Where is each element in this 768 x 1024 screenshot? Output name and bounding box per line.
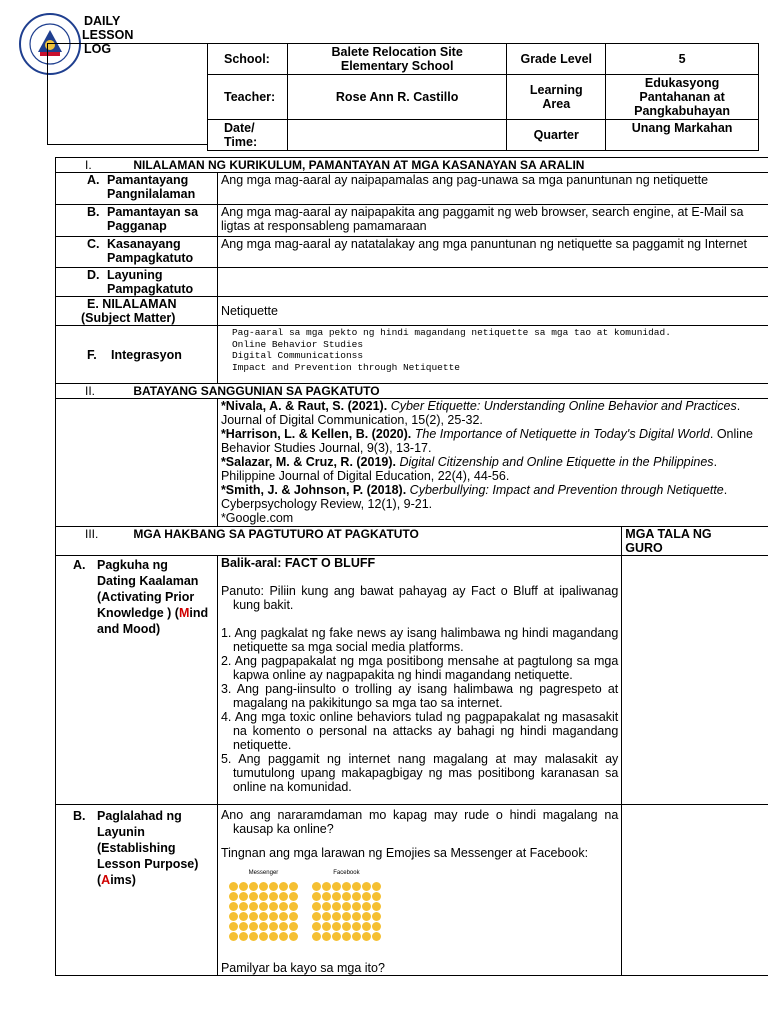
reference-author: *Harrison, L. & Kellen, B. (2020). — [220, 427, 412, 441]
step-label-text: Knowledge ) ( — [97, 606, 179, 620]
row-content — [217, 268, 768, 297]
reference-item — [221, 399, 768, 427]
emoji-set-label: Messenger — [248, 870, 279, 876]
reference-title: Cyber Etiquette: Understanding Online Behavior and Practices — [390, 399, 737, 413]
row-content: Netiquette — [217, 297, 768, 326]
emoji-face-icon — [239, 912, 248, 921]
step-label-text: ( — [97, 873, 102, 887]
reference-item — [221, 483, 768, 511]
emoji-face-icon — [259, 932, 268, 941]
emoji-face-icon — [239, 902, 248, 911]
step-label-text: ind — [189, 606, 209, 620]
teacher-value: Rose Ann R. Castillo — [287, 75, 506, 120]
emoji-face-icon — [332, 922, 341, 931]
emoji-face-icon — [332, 882, 341, 891]
emoji-face-icon — [229, 912, 238, 921]
emoji-face-icon — [249, 932, 258, 941]
emoji-face-icon — [249, 892, 258, 901]
emoji-face-icon — [352, 892, 361, 901]
area-label-line: Learning — [529, 83, 583, 97]
emoji-face-icon — [352, 922, 361, 931]
emoji-face-icon — [352, 882, 361, 891]
integrasyon-list — [217, 326, 768, 384]
reference-detail: . Online Behavior Studies Journal, 9(3), 13-17. — [220, 427, 753, 455]
step-b-row — [56, 805, 768, 976]
emoji-face-icon — [229, 922, 238, 931]
integrasyon-item: Online Behavior Studies — [231, 338, 364, 350]
emoji-face-icon — [289, 912, 298, 921]
area-line: Edukasyong — [644, 76, 720, 90]
area-value — [606, 75, 759, 120]
step-a-label — [56, 556, 218, 805]
step-b-label — [56, 805, 218, 976]
integrasyon-item: Digital Communicationss — [231, 350, 364, 361]
emoji-face-icon — [249, 912, 258, 921]
row-letter: E. — [87, 297, 99, 311]
emoji-face-icon — [362, 892, 371, 901]
row-label-line: Pamantayan sa — [107, 205, 199, 219]
activity-item: 3. Ang pang-iinsulto o trolling ay isang halimbawa ng pagrespeto at magalang na pakikitungo sa mga tao sa internet. — [220, 682, 619, 710]
emoji-face-icon — [342, 882, 351, 891]
reference-author: *Nivala, A. & Raut, S. (2021). — [220, 399, 388, 413]
date-label — [208, 120, 288, 151]
emoji-face-icon — [342, 912, 351, 921]
emoji-face-icon — [372, 922, 381, 931]
emoji-face-icon — [362, 902, 371, 911]
activity-item: 2. Ang pagpapakalat ng mga positibong mensahe at pagtulong sa mga kapwa online ay nagpapakita ng hindi magandang netiquette. — [220, 654, 619, 682]
grade-label: Grade Level — [507, 44, 606, 75]
step-label-line: and Mood) — [97, 622, 161, 636]
step-label-line: (Establishing — [97, 841, 176, 855]
reference-detail: . Philippine Journal of Digital Education, 22(4), 44-56. — [220, 455, 718, 483]
reference-title: The Importance of Netiquette in Today's Digital World — [414, 427, 710, 441]
emoji-face-icon — [312, 882, 321, 891]
step-label-line: Pagkuha ng — [97, 558, 168, 572]
reference-author: *Salazar, M. & Cruz, R. (2019). — [220, 455, 396, 469]
step-label-text: ims) — [110, 873, 136, 887]
emoji-face-icon — [229, 932, 238, 941]
step-a-row — [56, 556, 768, 805]
emoji-face-icon — [229, 882, 238, 891]
school-value — [287, 44, 506, 75]
row-label — [56, 297, 218, 326]
row-content: Ang mga mag-aaral ay natatalakay ang mga panuntunan ng netiquette sa paggamit ng Internet — [217, 237, 768, 268]
date-label-line: Date/ — [224, 121, 255, 135]
emoji-face-icon — [239, 882, 248, 891]
row-label-line: Pamantayang — [107, 173, 189, 187]
emoji-face-icon — [249, 902, 258, 911]
reference-item — [221, 427, 768, 455]
motivation-question: Ano ang nararamdaman mo kapag may rude o hindi magalang na kausap ka online? — [220, 808, 619, 836]
section-number: II. — [85, 384, 96, 398]
row-letter: A. — [87, 173, 100, 187]
emoji-face-icon — [372, 902, 381, 911]
emoji-face-icon — [249, 922, 258, 931]
header-outline — [47, 43, 207, 145]
reference-author: *Smith, J. & Johnson, P. (2018). — [220, 483, 407, 497]
emoji-face-icon — [269, 882, 278, 891]
step-a-notes — [622, 556, 768, 805]
emoji-face-icon — [289, 922, 298, 931]
row-letter: B. — [87, 205, 100, 219]
row-label-line: (Subject Matter) — [81, 311, 176, 325]
emoji-face-icon — [362, 932, 371, 941]
section-number: I. — [85, 158, 92, 172]
section-title: BATAYANG SANGGUNIAN SA PAGKATUTO — [133, 384, 380, 398]
reference-title: Cyberbullying: Impact and Prevention through Netiquette — [409, 483, 724, 497]
date-value — [287, 120, 506, 151]
emoji-face-icon — [269, 922, 278, 931]
row-letter: A. — [73, 558, 86, 572]
emoji-face-icon — [269, 912, 278, 921]
row-label — [56, 173, 218, 205]
integrasyon-item: Impact and Prevention through Netiquette — [231, 361, 460, 373]
step-label-line — [97, 605, 208, 621]
activity-item: 4. Ang mga toxic online behaviors tulad ng pagpapakalat ng masasakit na komento o personal na attacks ay bahagi ng hindi magandang netiquette. — [220, 710, 619, 752]
emoji-face-icon — [342, 902, 351, 911]
emoji-face-icon — [279, 912, 288, 921]
emoji-face-icon — [372, 912, 381, 921]
integrasyon-item: Pag-aaral sa mga pekto ng hindi magandang netiquette sa mga tao at komunidad. — [231, 327, 671, 338]
emoji-face-icon — [312, 932, 321, 941]
emoji-face-icon — [289, 932, 298, 941]
section-title: NILALAMAN NG KURIKULUM, PAMANTAYAN AT MGA KASANAYAN SA ARALIN — [133, 158, 585, 172]
emoji-set-label: Facebook — [333, 870, 360, 876]
date-label-line: Time: — [224, 135, 258, 149]
row-letter: C. — [87, 237, 100, 251]
reference-detail: . Cyberpsychology Review, 12(1), 9-21. — [220, 483, 728, 511]
emoji-face-icon — [289, 882, 298, 891]
step-label-accent: M — [178, 606, 190, 620]
messenger-emoji-set — [229, 866, 298, 941]
reference-detail: . Journal of Digital Communication, 15(2), 25-32. — [220, 399, 741, 427]
row-layuning-pampagkatuto — [56, 268, 768, 297]
step-b-notes — [622, 805, 768, 976]
section-3-header — [56, 527, 768, 556]
emoji-face-icon — [269, 932, 278, 941]
emoji-face-icon — [249, 882, 258, 891]
emoji-face-icon — [342, 932, 351, 941]
emoji-face-icon — [312, 902, 321, 911]
emoji-face-icon — [332, 902, 341, 911]
step-label-accent: A — [101, 873, 111, 887]
row-content: Ang mga mag-aaral ay naipapakita ang paggamit ng web browser, search engine, at E-Mail sa ligtas at responsableng pamamaraan — [217, 205, 768, 237]
row-pamantayan-sa-pagganap — [56, 205, 768, 237]
dll-title-line: DAILY — [84, 14, 121, 28]
emoji-face-icon — [239, 892, 248, 901]
emoji-face-icon — [322, 922, 331, 931]
step-label-line: Paglalahad ng — [97, 809, 182, 823]
emoji-face-icon — [322, 932, 331, 941]
step-label-line: Dating Kaalaman — [97, 574, 199, 588]
emoji-face-icon — [259, 892, 268, 901]
emoji-face-icon — [342, 922, 351, 931]
row-label-line: Integrasyon — [111, 347, 182, 362]
header-table — [207, 43, 759, 151]
emoji-face-icon — [259, 902, 268, 911]
notes-header-line: GURO — [625, 541, 663, 555]
emoji-face-icon — [322, 892, 331, 901]
section-number: III. — [85, 527, 99, 541]
emoji-face-icon — [279, 892, 288, 901]
activity-item: 5. Ang paggamit ng internet nang magalang at may malasakit ay tumutulong upang makapagbigay ng mas positibong karanasan sa online na komunidad. — [220, 752, 619, 794]
emoji-face-icon — [352, 902, 361, 911]
dll-title-line: LOG — [84, 42, 112, 56]
row-label-line: Layuning — [107, 268, 163, 282]
references-list — [217, 399, 768, 527]
row-label-line: Kasanayang — [107, 237, 181, 251]
emoji-face-icon — [312, 912, 321, 921]
emoji-face-icon — [322, 902, 331, 911]
row-label-line: Pampagkatuto — [107, 282, 194, 296]
emoji-face-icon — [352, 932, 361, 941]
activity-item: 1. Ang pagkalat ng fake news ay isang halimbawa ng hindi magandang netiquette sa mga social media platforms. — [220, 626, 619, 654]
row-label-line: NILALAMAN — [102, 297, 177, 311]
emoji-face-icon — [332, 892, 341, 901]
emoji-face-icon — [279, 882, 288, 891]
quarter-value: Unang Markahan — [606, 120, 759, 151]
school-line: Elementary School — [340, 59, 454, 73]
emoji-face-icon — [289, 892, 298, 901]
row-letter: F. — [87, 347, 97, 362]
emoji-face-icon — [269, 902, 278, 911]
emoji-face-icon — [239, 932, 248, 941]
step-label-line: Layunin — [97, 825, 145, 839]
emoji-face-icon — [279, 922, 288, 931]
row-kasanayang-pampagkatuto — [56, 237, 768, 268]
emoji-face-icon — [342, 892, 351, 901]
step-label-line: (Activating Prior — [97, 590, 195, 604]
emoji-face-icon — [312, 922, 321, 931]
row-letter: B. — [73, 809, 86, 823]
emoji-face-icon — [362, 922, 371, 931]
row-letter: D. — [87, 268, 100, 282]
grade-value: 5 — [606, 44, 759, 75]
references-row — [56, 399, 768, 527]
area-line: Pantahanan at — [639, 90, 725, 104]
notes-header-line: MGA TALA NG — [625, 527, 712, 541]
notes-header — [622, 527, 768, 556]
school-line: Balete Relocation Site — [331, 45, 463, 59]
row-label-line: Pampagkatuto — [107, 251, 194, 265]
step-label-line — [97, 872, 198, 888]
area-label — [507, 75, 606, 120]
references-blank — [56, 399, 218, 527]
emoji-face-icon — [229, 892, 238, 901]
activity-heading: Balik-aral: FACT O BLUFF — [220, 556, 376, 570]
step-b-content — [217, 805, 621, 976]
emoji-face-icon — [269, 892, 278, 901]
row-label — [56, 237, 218, 268]
emoji-face-icon — [332, 912, 341, 921]
quarter-label: Quarter — [507, 120, 606, 151]
row-nilalaman — [56, 297, 768, 326]
messenger-emoji-grid — [229, 882, 298, 941]
emoji-face-icon — [259, 882, 268, 891]
step-a-content — [217, 556, 621, 805]
emoji-face-icon — [362, 882, 371, 891]
row-label-line: Pagganap — [107, 219, 167, 233]
emoji-face-icon — [279, 902, 288, 911]
reference-title: Digital Citizenship and Online Etiquette in the Philippines — [399, 455, 714, 469]
row-label — [56, 268, 218, 297]
facebook-emoji-set — [312, 866, 381, 941]
emoji-face-icon — [362, 912, 371, 921]
emoji-face-icon — [372, 932, 381, 941]
teacher-label: Teacher: — [208, 75, 288, 120]
area-label-line: Area — [542, 97, 571, 111]
school-label: School: — [208, 44, 288, 75]
row-label — [56, 326, 218, 384]
reference-google: *Google.com — [220, 511, 294, 525]
emoji-face-icon — [372, 882, 381, 891]
row-integrasyon — [56, 326, 768, 384]
activity-instructions: Panuto: Piliin kung ang bawat pahayag ay Fact o Bluff at ipaliwanag kung bakit. — [220, 584, 619, 612]
row-pamantayang-pangnilalaman — [56, 173, 768, 205]
section-title: MGA HAKBANG SA PAGTUTURO AT PAGKATUTO — [133, 527, 419, 541]
emoji-face-icon — [312, 892, 321, 901]
emoji-face-icon — [279, 932, 288, 941]
emoji-face-icon — [229, 902, 238, 911]
dll-title-line: LESSON — [82, 28, 134, 42]
row-label-line: Pangnilalaman — [107, 187, 196, 201]
emoji-face-icon — [322, 882, 331, 891]
row-content: Ang mga mag-aaral ay naipapamalas ang pag-unawa sa mga panuntunan ng netiquette — [217, 173, 768, 205]
emoji-face-icon — [332, 932, 341, 941]
emoji-face-icon — [352, 912, 361, 921]
lesson-table — [55, 157, 768, 976]
emoji-face-icon — [239, 922, 248, 931]
section-2-header — [56, 384, 768, 399]
emoji-image — [229, 866, 618, 941]
step-label-line: Lesson Purpose) — [97, 857, 199, 871]
facebook-emoji-grid — [312, 882, 381, 941]
emoji-instructions: Tingnan ang mga larawan ng Emojies sa Messenger at Facebook: — [220, 846, 589, 860]
emoji-face-icon — [322, 912, 331, 921]
row-label — [56, 205, 218, 237]
reference-item — [221, 455, 768, 483]
emoji-face-icon — [259, 912, 268, 921]
section-1-header — [56, 158, 768, 173]
emoji-face-icon — [259, 922, 268, 931]
familiarity-question: Pamilyar ba kayo sa mga ito? — [220, 961, 385, 975]
emoji-face-icon — [289, 902, 298, 911]
emoji-face-icon — [372, 892, 381, 901]
area-line: Pangkabuhayan — [634, 104, 731, 118]
